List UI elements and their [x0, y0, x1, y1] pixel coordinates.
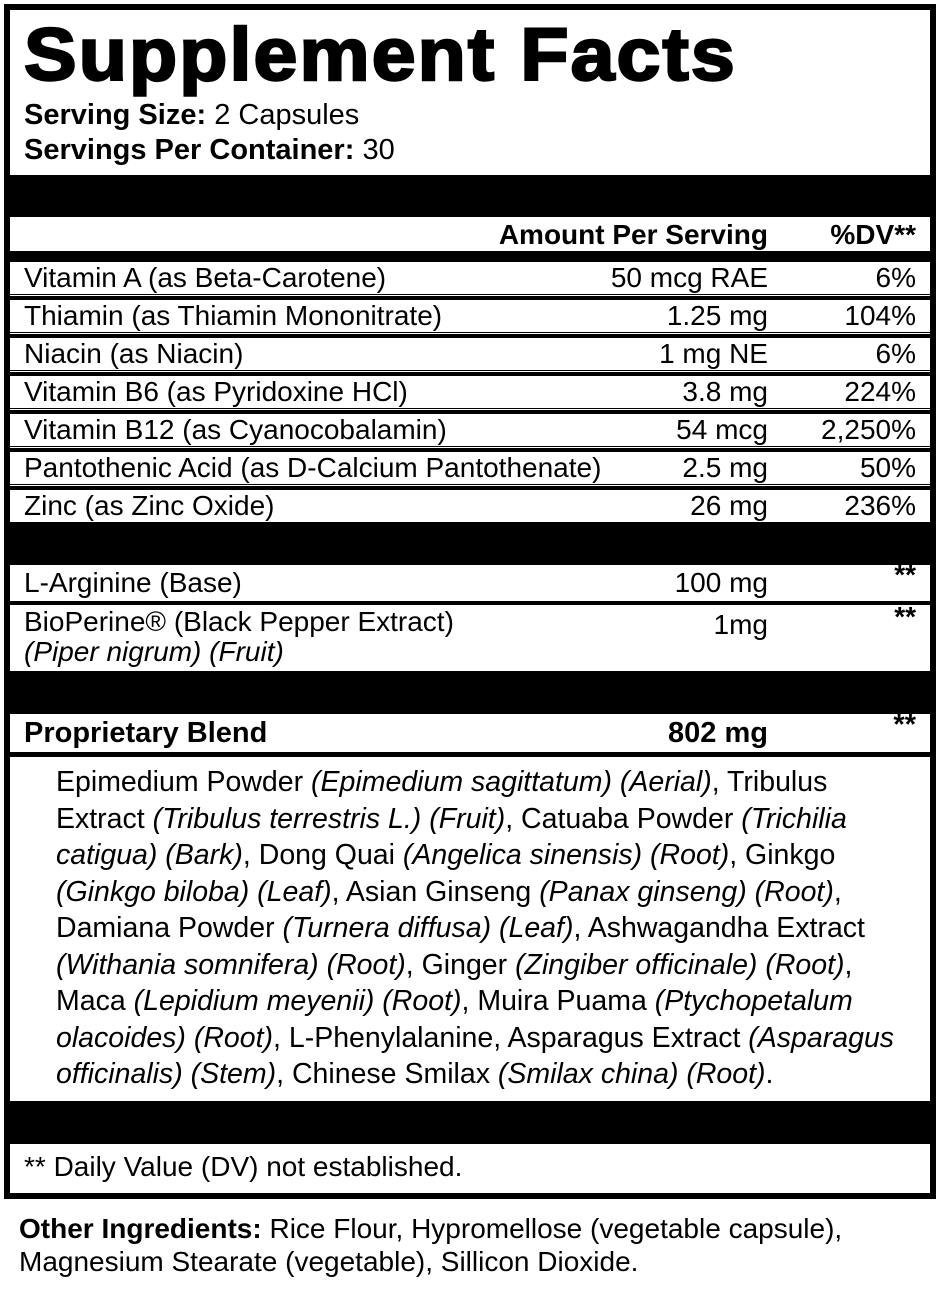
l-arginine-amount: 100 mg	[674, 567, 768, 598]
nutrient-row	[24, 338, 916, 370]
proprietary-blend-dv: **	[893, 708, 916, 741]
row-separator-thick	[10, 752, 930, 757]
nutrient-dv: 50%	[859, 452, 916, 483]
bioperine-dv: **	[894, 601, 916, 632]
nutrient-dv: 2,250%	[821, 414, 916, 445]
l-arginine-row	[24, 559, 916, 601]
serving-size-line	[24, 98, 916, 133]
serving-size-label: Serving Size:	[24, 99, 207, 131]
nutrient-amount: 1 mg NE	[659, 338, 768, 369]
l-arginine-dv: **	[894, 559, 916, 590]
panel-title: Supplement Facts	[24, 13, 737, 96]
nutrient-name: Pantothenic Acid (as D-Calcium Pantothenate)	[24, 452, 602, 483]
nutrient-row	[24, 490, 916, 522]
nutrient-name: Zinc (as Zinc Oxide)	[24, 490, 275, 521]
bioperine-row	[24, 601, 916, 671]
nutrient-amount: 26 mg	[690, 490, 768, 521]
nutrient-amount: 50 mcg RAE	[610, 262, 768, 293]
daily-value-footnote: ** Daily Value (DV) not established.	[24, 1150, 463, 1182]
nutrient-name: Vitamin A (as Beta-Carotene)	[24, 262, 387, 293]
supplement-facts-panel	[4, 4, 936, 1199]
nutrient-row	[24, 452, 916, 484]
proprietary-blend-name: Proprietary Blend	[24, 716, 268, 749]
table-header-row	[24, 217, 916, 251]
nutrient-dv: 6%	[875, 338, 916, 369]
nutrient-dv: 6%	[875, 262, 916, 293]
other-ingredients	[19, 1212, 929, 1278]
nutrient-name: Vitamin B6 (as Pyridoxine HCl)	[24, 376, 408, 407]
nutrient-rows	[24, 262, 916, 522]
nutrient-row	[24, 376, 916, 408]
nutrient-row	[24, 262, 916, 294]
header-percent-dv: %DV**	[830, 219, 916, 250]
servings-per-container-value: 30	[362, 134, 395, 166]
divider-bar-top	[10, 175, 930, 217]
nutrient-row	[24, 414, 916, 446]
other-ingredients-label: Other Ingredients:	[19, 1212, 262, 1244]
nutrient-row	[24, 300, 916, 332]
serving-size-value: 2 Capsules	[214, 99, 360, 131]
nutrient-name: Vitamin B12 (as Cyanocobalamin)	[24, 414, 447, 445]
servings-per-container-label: Servings Per Container:	[24, 134, 355, 166]
bioperine-name: BioPerine® (Black Pepper Extract)	[24, 606, 454, 637]
proprietary-blend-amount: 802 mg	[668, 716, 768, 749]
header-amount-per-serving: Amount Per Serving	[498, 219, 768, 250]
proprietary-blend-row	[24, 708, 916, 752]
nutrient-amount: 54 mcg	[676, 414, 768, 445]
nutrient-amount: 2.5 mg	[682, 452, 768, 483]
bioperine-amount: 1mg	[713, 609, 768, 640]
l-arginine-name: L-Arginine (Base)	[24, 567, 242, 598]
servings-per-container-line	[24, 133, 916, 168]
nutrient-dv: 104%	[844, 300, 916, 331]
bioperine-name-block	[24, 607, 714, 667]
other-ingredients-value: Rice Flour, Hypromellose (vegetable capsule), Magnesium Stearate (vegetable), Sillicon Dioxide.	[19, 1212, 843, 1277]
proprietary-blend-ingredients: Epimedium Powder (Epimedium sagittatum) (Aerial), Tribulus Extract (Tribulus terrestris L.) (Fruit), Catuaba Powder (Trichilia catigua) (Bark), Dong Quai (Angelica sinensis) (Root), Ginkgo (Ginkgo biloba) (Leaf), Asian Ginseng (Panax ginseng) (Root), Damiana Powder (Turnera diffusa) (Leaf), Ashwagandha Extract (Withania somnifera) (Root), Ginger (Zingiber officinale) (Root), Maca (Lepidium meyenii) (Root), Muira Puama (Ptychopetalum olacoides) (Root), L-Phenylalanine, Asparagus Extract (Asparagus officinalis) (Stem), Chinese Smilax (Smilax china) (Root).	[56, 766, 895, 1090]
nutrient-dv: 224%	[844, 376, 916, 407]
nutrient-name: Thiamin (as Thiamin Mononitrate)	[24, 300, 443, 331]
bioperine-latin-name: (Piper nigrum) (Fruit)	[24, 636, 284, 667]
divider-bar-section-3	[10, 1101, 930, 1144]
nutrient-amount: 1.25 mg	[666, 300, 768, 331]
nutrient-amount: 3.8 mg	[682, 376, 768, 407]
nutrient-name: Niacin (as Niacin)	[24, 338, 244, 369]
nutrient-dv: 236%	[844, 490, 916, 521]
divider-bar-under-header	[10, 251, 930, 262]
